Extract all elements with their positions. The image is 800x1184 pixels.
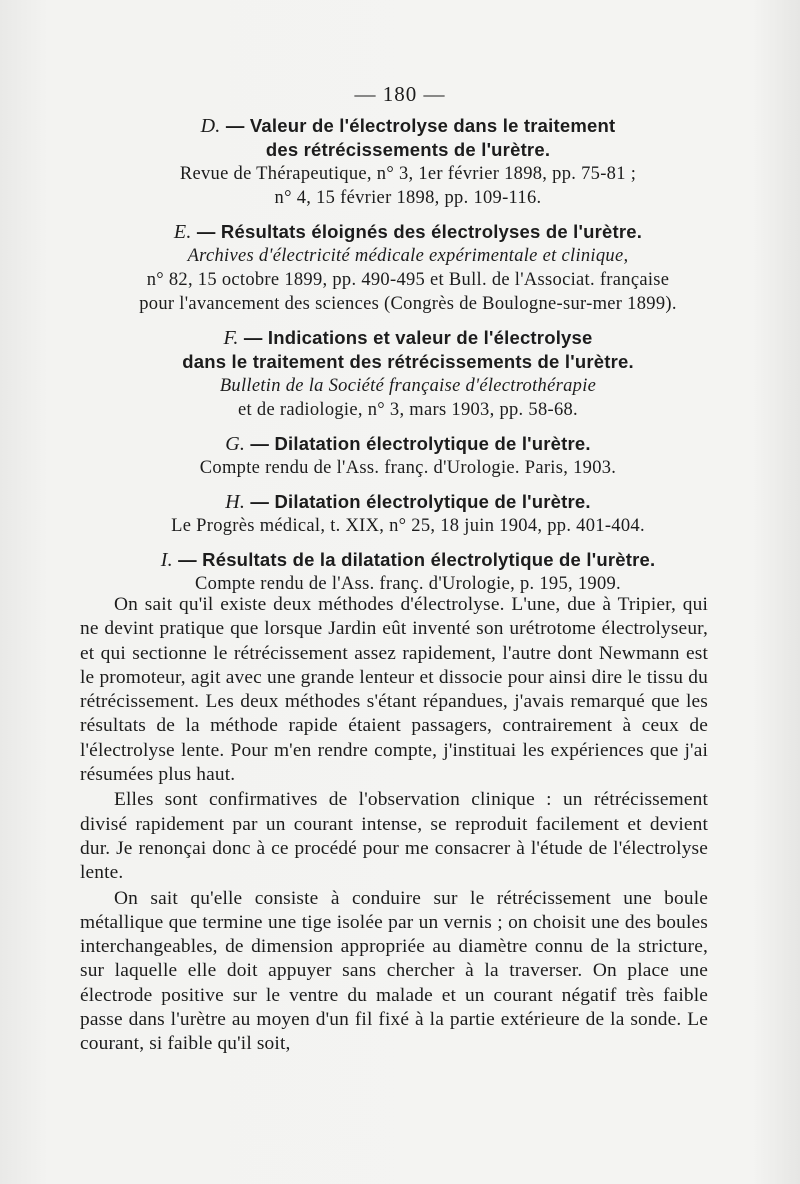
title-line: — Résultats éloignés des électrolyses de l'urètre.: [196, 221, 643, 242]
reference-letter: E.: [173, 221, 192, 243]
title-line: — Indications et valeur de l'électrolyse: [243, 327, 593, 348]
source-line: Compte rendu de l'Ass. franç. d'Urologie. Paris, 1903.: [199, 458, 617, 478]
paragraph: Elles sont confirmatives de l'observation clinique : un rétrécissement divisé rapidement par un courant intense, se reproduit facilement et devient dur. Je renonçai donc à ce procédé pour me consacrer à l'étude de l'électrolyse lente.: [80, 789, 708, 884]
reference-letter: H.: [225, 491, 246, 513]
source-line: Archives d'électricité médicale expérimentale et clinique,: [187, 246, 629, 266]
reference-letter: G.: [225, 433, 246, 455]
reference-item-d: [100, 114, 716, 210]
source-line: n° 82, 15 octobre 1899, pp. 490-495 et Bull. de l'Associat. française: [146, 270, 670, 290]
title-line: — Résultats de la dilatation électrolytique de l'urètre.: [178, 549, 656, 570]
source-line: Le Progrès médical, t. XIX, n° 25, 18 juin 1904, pp. 401-404.: [171, 516, 645, 536]
reference-item-h: [100, 490, 716, 538]
body-text: [80, 593, 708, 1058]
title-line: dans le traitement des rétrécissements de l'urètre.: [182, 351, 634, 372]
page-number: — 180 —: [354, 82, 446, 106]
reference-title: [100, 326, 716, 350]
reference-letter: D.: [200, 115, 221, 137]
source-line: Compte rendu de l'Ass. franç. d'Urologie, p. 195, 1909.: [195, 574, 621, 594]
source-line: pour l'avancement des sciences (Congrès de Boulogne-sur-mer 1899).: [139, 294, 677, 314]
title-line: — Valeur de l'électrolyse dans le traitement: [225, 115, 616, 136]
reference-title: [100, 114, 716, 138]
reference-title: [100, 220, 716, 244]
paragraph: On sait qu'elle consiste à conduire sur le rétrécissement une boule métallique que termine une tige isolée par un vernis ; on choisit une des boules interchangeables, de dimension appropriée au diamètre connu de la stricture, sur laquelle elle doit appuyer sans chercher à la traverser. On place une électrode positive sur le ventre du malade et un courant négatif très faible passe dans l'urètre au moyen d'un fil fixé à la partie extérieure de la sonde. Le courant, si faible qu'il soit,: [80, 887, 708, 1055]
reference-item-g: [100, 432, 716, 480]
reference-letter: I.: [160, 549, 173, 571]
reference-item-i: [100, 548, 716, 596]
reference-item-f: [100, 326, 716, 422]
title-line: — Dilatation électrolytique de l'urètre.: [250, 491, 591, 512]
source-line: Bulletin de la Société française d'électrothérapie: [219, 376, 597, 396]
title-line: des rétrécissements de l'urètre.: [265, 139, 551, 160]
reference-title: [100, 548, 716, 572]
source-line: n° 4, 15 février 1898, pp. 109-116.: [274, 188, 542, 208]
reference-title: [100, 490, 716, 514]
source-line: Revue de Thérapeutique, n° 3, 1er février 1898, pp. 75-81 ;: [179, 164, 637, 184]
reference-item-e: [100, 220, 716, 316]
source-line: et de radiologie, n° 3, mars 1903, pp. 58-68.: [238, 400, 578, 420]
paragraph: On sait qu'il existe deux méthodes d'électrolyse. L'une, due à Tripier, qui ne devint pratique que lorsque Jardin eût inventé son urétrotome électrolyseur, et qui sectionne le rétrécissement assez rapidement, l'autre dont Newmann est le promoteur, agit avec une grande lenteur et dissocie pour ainsi dire le tissu du rétrécissement. Les deux méthodes s'étant répandues, j'avais remarqué que les résultats de la méthode rapide étaient passagers, contrairement à ceux de l'électrolyse lente. Pour m'en rendre compte, j'instituai les expériences que j'ai résumées plus haut.: [80, 594, 708, 786]
reference-list: [100, 114, 716, 606]
reference-title: [100, 432, 716, 456]
title-line: — Dilatation électrolytique de l'urètre.: [250, 433, 591, 454]
reference-letter: F.: [223, 327, 239, 349]
